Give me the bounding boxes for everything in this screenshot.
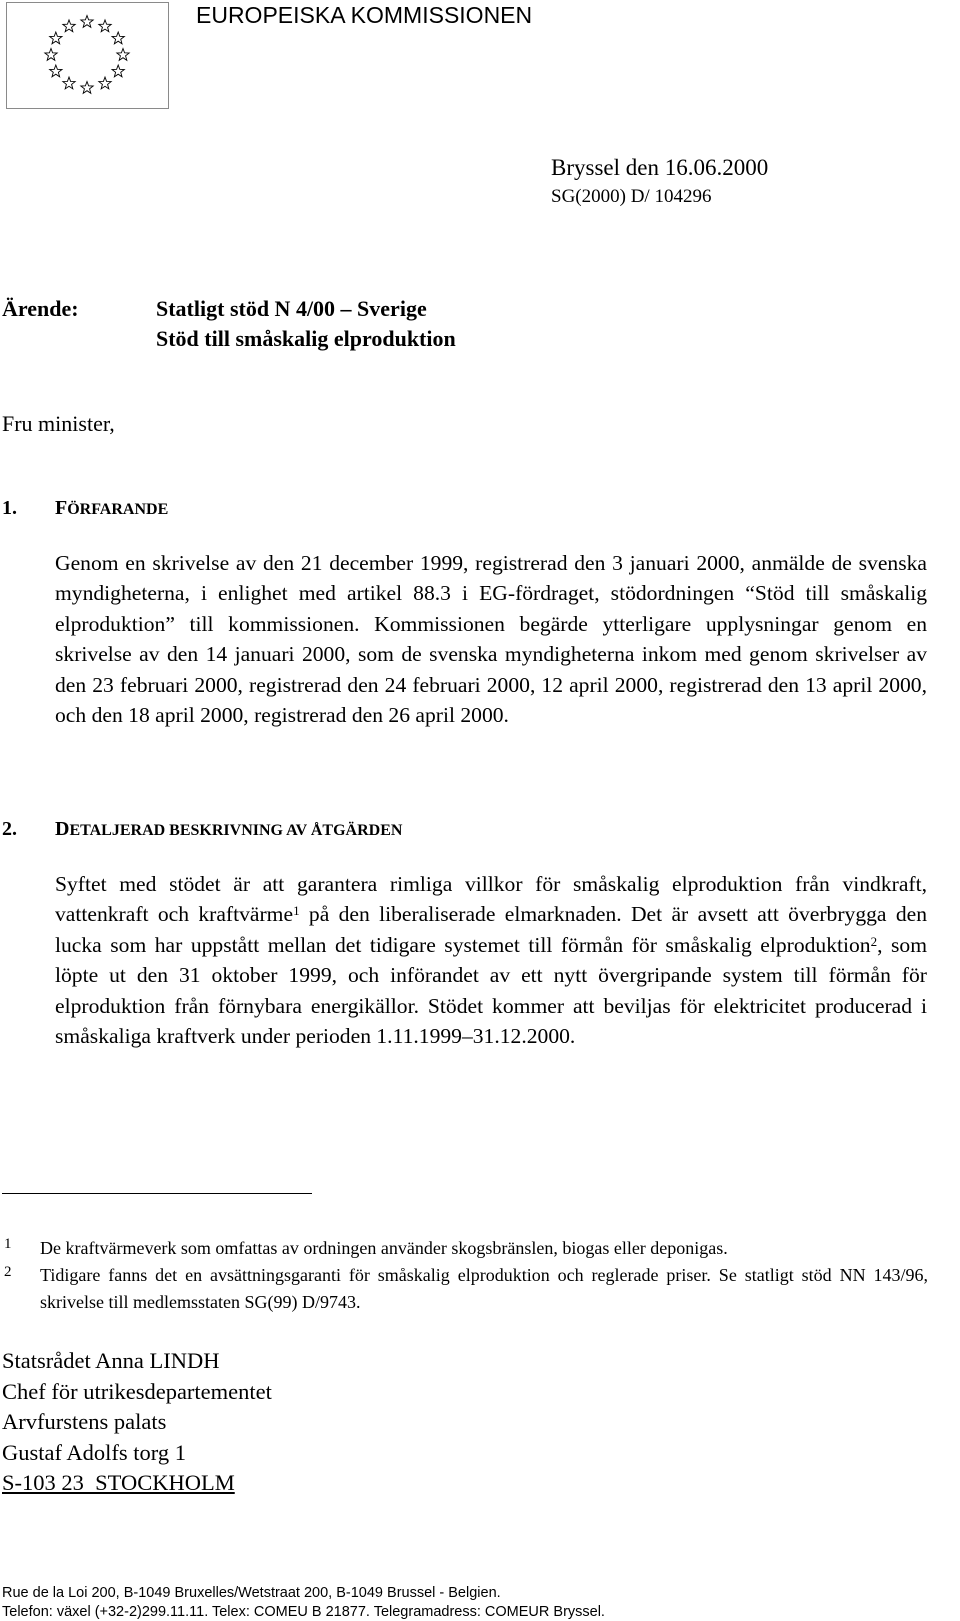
section-1-title [55, 495, 168, 523]
footnote-2-text: Tidigare fanns det en avsättningsgaranti för småskalig elproduktion och reglerade priser. Se statligt stöd NN 143/96, skrivelse till medlemsstaten SG(99) D/9743. [40, 1265, 928, 1312]
address-line-3: Arvfurstens palats [2, 1409, 167, 1434]
star-icon [50, 32, 62, 44]
footnote-2-number: 2 [4, 1264, 12, 1280]
section-1-paragraph: Genom en skrivelse av den 21 december 1999, registrerad den 3 januari 2000, anmälde de svenska myndigheterna, i enlighet med artikel 88.3 i EG-fördraget, stödordningen “Stöd till småskalig elproduktion” till kommissionen. Kommissionen begärde ytterligare upplysningar genom en skrivelse av den 14 januari 2000, som de svenska myndigheterna inkom med genom skrivelser av den 23 februari 2000, registrerad den 24 februari 2000, 12 april 2000, registrerad den 13 april 2000, och den 18 april 2000, registrerad den 26 april 2000. [55, 551, 927, 728]
section-1-title-rest: ÖRFARANDE [67, 501, 169, 518]
star-icon [99, 77, 111, 89]
star-icon [45, 49, 57, 61]
address-line-5: S-103 23 STOCKHOLM [2, 1470, 235, 1495]
subject-label: Ärende: [2, 296, 79, 321]
reference-number: SG(2000) D/ 104296 [551, 186, 712, 207]
star-icon [99, 20, 111, 32]
section-2-paragraph [55, 869, 927, 1051]
address-line-1: Statsrådet Anna LINDH [2, 1348, 220, 1373]
address-line-2: Chef för utrikesdepartementet [2, 1378, 272, 1404]
footnote-separator [2, 1193, 312, 1194]
date-line: Bryssel den 16.06.2000 [551, 155, 769, 180]
section-2-text-b: på den liberaliserade elmarknaden. Det är avsett att överbrygga den lucka som har uppstått mellan det tidigare systemet till förmån för småskalig elproduktion [55, 902, 928, 957]
star-icon [81, 16, 93, 28]
recipient-address [2, 1346, 272, 1499]
section-2-title-rest: ETALJERAD BESKRIVNING AV ÅTGÄRDEN [69, 822, 403, 839]
page-footer [2, 1584, 605, 1621]
eu-logo [6, 2, 169, 109]
footnote-ref-2: 2 [870, 933, 878, 949]
star-icon [112, 65, 124, 77]
subject-line-2: Stöd till småskalig elproduktion [156, 326, 456, 351]
footer-line-1: Rue de la Loi 200, B-1049 Bruxelles/Wetstraat 200, B-1049 Brussel - Belgien. [2, 1585, 501, 1601]
star-icon [112, 32, 124, 44]
star-icon [81, 82, 93, 94]
address-line-4: Gustaf Adolfs torg 1 [2, 1439, 186, 1465]
star-icon [117, 49, 129, 61]
section-2-text-a: Syftet med stödet är att garantera rimliga villkor för småskalig elproduktion från vindkraft, vattenkraft och kraftvärme [55, 872, 927, 927]
salutation: Fru minister, [2, 411, 115, 436]
star-icon [50, 65, 62, 77]
footnote-1-number: 1 [4, 1236, 12, 1252]
star-icon [63, 20, 75, 32]
footnote-ref-1: 1 [293, 903, 300, 919]
section-2-title-initial: D [55, 818, 70, 840]
subject-line-1: Statligt stöd N 4/00 – Sverige [156, 296, 427, 321]
section-2-number: 2. [2, 818, 17, 840]
organization-name: EUROPEISKA KOMMISSIONEN [196, 2, 533, 28]
section-2-text-c: , som löpte ut den 31 oktober 1999, och införandet av ett nytt övergripande system till förmån för elproduktion från förnybara energikällor. Stödet kommer att beviljas för elektricitet producerad i småskaliga kraftverk under perioden 1.11.1999–31.12.2000. [55, 932, 928, 1049]
eu-stars-circle-icon [7, 3, 168, 108]
section-1-number: 1. [2, 497, 17, 519]
footnote-1-text: De kraftvärmeverk som omfattas av ordningen använder skogsbränslen, biogas eller deponigas. [40, 1238, 728, 1258]
star-icon [63, 77, 75, 89]
section-1-title-initial: F [55, 497, 68, 519]
footer-line-2: Telefon: växel (+32-2)299.11.11. Telex: COMEU B 21877. Telegramadress: COMEUR Bryssel. [2, 1603, 605, 1620]
section-2-title [55, 816, 402, 844]
